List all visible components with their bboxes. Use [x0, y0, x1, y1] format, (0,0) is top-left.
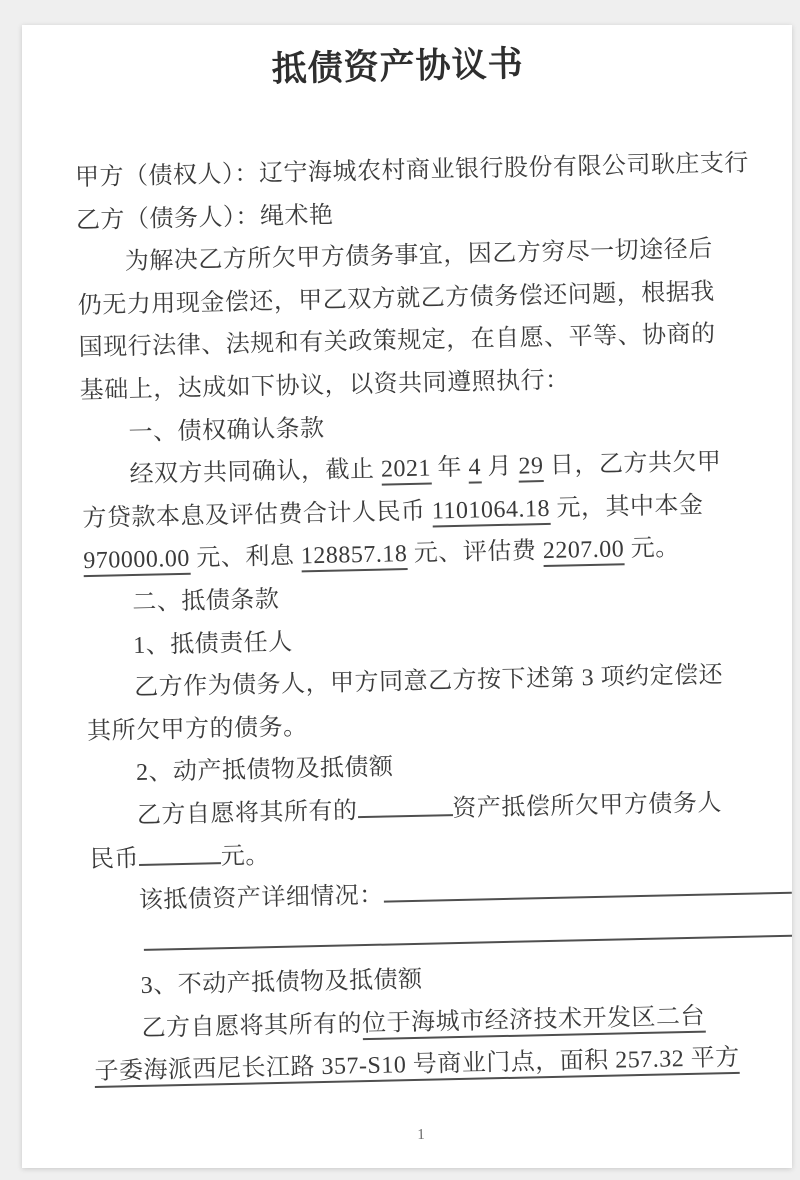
text-segment: 乙方（债务人）：绳术艳 — [75, 202, 334, 234]
blank-underline — [357, 792, 453, 818]
text-segment: 2、动产抵债物及抵债额 — [135, 754, 394, 787]
underlined-text: 2207.00 — [543, 537, 625, 568]
text-segment: 元、利息 — [189, 543, 302, 573]
text-segment: 日，乙方共欠甲 — [543, 449, 722, 480]
underlined-text: 1101064.18 — [432, 496, 551, 528]
text-segment: 二、抵债条款 — [132, 586, 280, 616]
text-segment: 经双方共同确认，截止 — [129, 456, 382, 489]
text-segment: 元、评估费 — [407, 538, 544, 568]
text-segment: 该抵债资产详细情况： — [138, 882, 385, 915]
text-segment: 3、不动产抵债物及抵债额 — [140, 967, 423, 1000]
text-segment: 1、抵债责任人 — [132, 629, 294, 659]
document-content — [72, 25, 750, 1151]
text-segment: 方贷款本息及评估费合计人民币 — [82, 498, 433, 532]
blank-underline — [139, 840, 222, 866]
underlined-text: 子委海派西尼长江路 357-S10 号商业门点，面积 257.32 平方 — [94, 1045, 740, 1088]
text-segment: 国现行法律、法规和有关政策规定，在自愿、平等、协商的 — [78, 321, 716, 362]
underlined-text: 2021 — [381, 456, 432, 486]
text-segment: 乙方自愿将其所有的 — [136, 798, 358, 829]
text-segment: 元。 — [220, 842, 271, 870]
text-segment: 为解决乙方所欠甲方债务事宜，因乙方穷尽一切途径后 — [124, 236, 714, 276]
text-segment: 基础上，达成如下协议，以资共同遵照执行： — [79, 367, 570, 405]
document-page — [22, 25, 792, 1168]
text-segment: 年 — [430, 454, 469, 482]
text-segment: 元。 — [623, 535, 681, 563]
text-segment: 民币 — [89, 845, 140, 873]
text-segment: 乙方自愿将其所有的 — [141, 1011, 363, 1042]
underlined-text: 29 — [518, 453, 544, 483]
text-segment: 月 — [480, 453, 519, 481]
text-segment: 元，其中本金 — [549, 492, 704, 522]
underlined-text: 4 — [468, 455, 481, 484]
text-segment: 其所欠甲方的债务。 — [86, 713, 308, 745]
page-number: 1 — [417, 1126, 425, 1144]
document-body — [74, 143, 750, 1094]
underlined-text: 970000.00 — [83, 546, 190, 577]
text-segment: 乙方作为债务人，甲方同意乙方按下述第 3 项约定偿还 — [133, 662, 724, 702]
text-segment: 仍无力用现金偿还，甲乙双方就乙方债务偿还问题，根据我 — [77, 279, 715, 319]
text-segment: 甲方（债权人）：辽宁海城农村商业银行股份有限公司耿庄支行 — [74, 150, 750, 192]
text-segment: 资产抵偿所欠甲方债务人 — [452, 790, 723, 823]
text-segment: 一、债权确认条款 — [128, 415, 325, 446]
underlined-text: 位于海城市经济技术开发区二台 — [362, 1004, 706, 1040]
underlined-text: 128857.18 — [301, 541, 408, 572]
blank-underline — [383, 870, 791, 903]
document-title: 抵债资产协议书 — [271, 44, 525, 89]
